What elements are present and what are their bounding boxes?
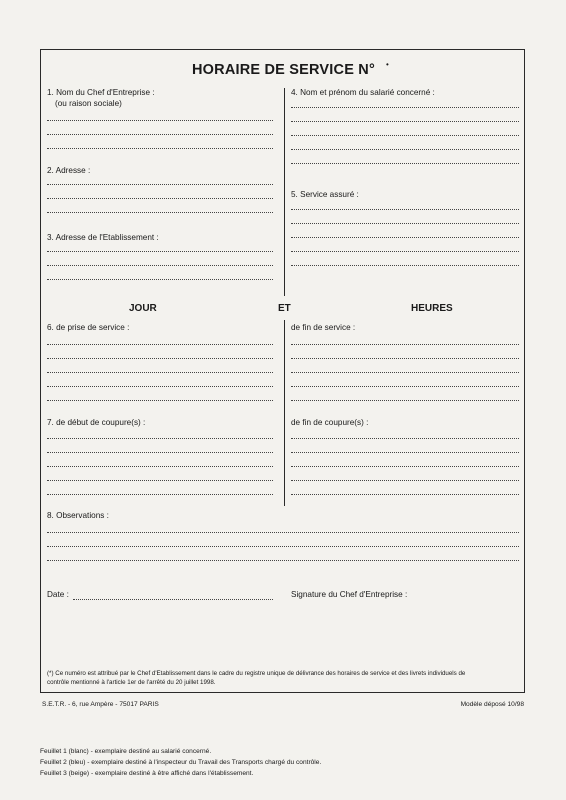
field6-right-line-5[interactable]	[291, 400, 519, 401]
field6-right-line-4[interactable]	[291, 386, 519, 387]
field2-line-2[interactable]	[47, 198, 273, 199]
field5-line-5[interactable]	[291, 265, 519, 266]
field4-line-3[interactable]	[291, 135, 519, 136]
form-frame	[40, 49, 525, 693]
field1-label: 1. Nom du Chef d'Entreprise :	[47, 88, 155, 97]
field5-line-2[interactable]	[291, 223, 519, 224]
field1-line-2[interactable]	[47, 134, 273, 135]
field8-label: 8. Observations :	[47, 511, 109, 520]
heading-jour: JOUR	[129, 303, 157, 314]
field6-line-2[interactable]	[47, 358, 273, 359]
field8-line-2[interactable]	[47, 546, 519, 547]
heading-et: ET	[278, 303, 291, 314]
field8-line-1[interactable]	[47, 532, 519, 533]
field6-line-3[interactable]	[47, 372, 273, 373]
column-divider-middle	[284, 320, 285, 506]
sheet-1-note: Feuillet 1 (blanc) - exemplaire destiné au salarié concerné.	[40, 748, 212, 755]
field3-line-1[interactable]	[47, 251, 273, 252]
field1-line-3[interactable]	[47, 148, 273, 149]
field7-right-line-2[interactable]	[291, 452, 519, 453]
field3-line-2[interactable]	[47, 265, 273, 266]
field7-line-5[interactable]	[47, 494, 273, 495]
field7-right-line-4[interactable]	[291, 480, 519, 481]
field7-right-line-1[interactable]	[291, 438, 519, 439]
footnote-line-2: contrôle mentionné à l'article 1er de l'arrêté du 20 juillet 1998.	[47, 679, 216, 686]
field4-line-4[interactable]	[291, 149, 519, 150]
footnote-line-1: (*) Ce numéro est attribué par le Chef d'Etablissement dans le cadre du registre unique de délivrance des horaires de service et des livrets individuels de	[47, 670, 466, 677]
field2-line-3[interactable]	[47, 212, 273, 213]
field4-line-1[interactable]	[291, 107, 519, 108]
signature-label: Signature du Chef d'Entreprise :	[291, 590, 408, 599]
field1-sublabel: (ou raison sociale)	[55, 99, 122, 108]
field4-label: 4. Nom et prénom du salarié concerné :	[291, 88, 435, 97]
field5-label: 5. Service assuré :	[291, 190, 359, 199]
column-divider-top	[284, 88, 285, 296]
field6-right-line-1[interactable]	[291, 344, 519, 345]
field8-line-3[interactable]	[47, 560, 519, 561]
field6-line-1[interactable]	[47, 344, 273, 345]
field7-right-line-3[interactable]	[291, 466, 519, 467]
field6-right-line-2[interactable]	[291, 358, 519, 359]
field7-line-1[interactable]	[47, 438, 273, 439]
sheet-2-note: Feuillet 2 (bleu) - exemplaire destiné à l'inspecteur du Travail des Transports chargé du contrôle.	[40, 759, 322, 766]
field2-label: 2. Adresse :	[47, 166, 91, 175]
field3-line-3[interactable]	[47, 279, 273, 280]
field4-line-5[interactable]	[291, 163, 519, 164]
field6-line-4[interactable]	[47, 386, 273, 387]
field6-right-label: de fin de service :	[291, 323, 356, 332]
field1-line-1[interactable]	[47, 120, 273, 121]
field2-line-1[interactable]	[47, 184, 273, 185]
dot-mark: •	[386, 60, 389, 69]
field7-line-3[interactable]	[47, 466, 273, 467]
field6-label: 6. de prise de service :	[47, 323, 130, 332]
field7-right-line-5[interactable]	[291, 494, 519, 495]
sheet-3-note: Feuillet 3 (beige) - exemplaire destiné à être affiché dans l'établissement.	[40, 770, 254, 777]
field7-label: 7. de début de coupure(s) :	[47, 418, 146, 427]
heading-heures: HEURES	[411, 303, 453, 314]
field5-line-1[interactable]	[291, 209, 519, 210]
field5-line-4[interactable]	[291, 251, 519, 252]
date-label: Date :	[47, 590, 69, 599]
model-deposit: Modèle déposé 10/98	[460, 701, 524, 708]
field7-line-4[interactable]	[47, 480, 273, 481]
field5-line-3[interactable]	[291, 237, 519, 238]
field3-label: 3. Adresse de l'Etablissement :	[47, 233, 159, 242]
field7-line-2[interactable]	[47, 452, 273, 453]
form-title: HORAIRE DE SERVICE N°	[192, 62, 375, 78]
field7-right-label: de fin de coupure(s) :	[291, 418, 369, 427]
field4-line-2[interactable]	[291, 121, 519, 122]
field6-right-line-3[interactable]	[291, 372, 519, 373]
publisher-address: S.E.T.R. - 6, rue Ampère - 75017 PARIS	[42, 701, 159, 708]
field6-line-5[interactable]	[47, 400, 273, 401]
date-field[interactable]	[73, 599, 273, 600]
